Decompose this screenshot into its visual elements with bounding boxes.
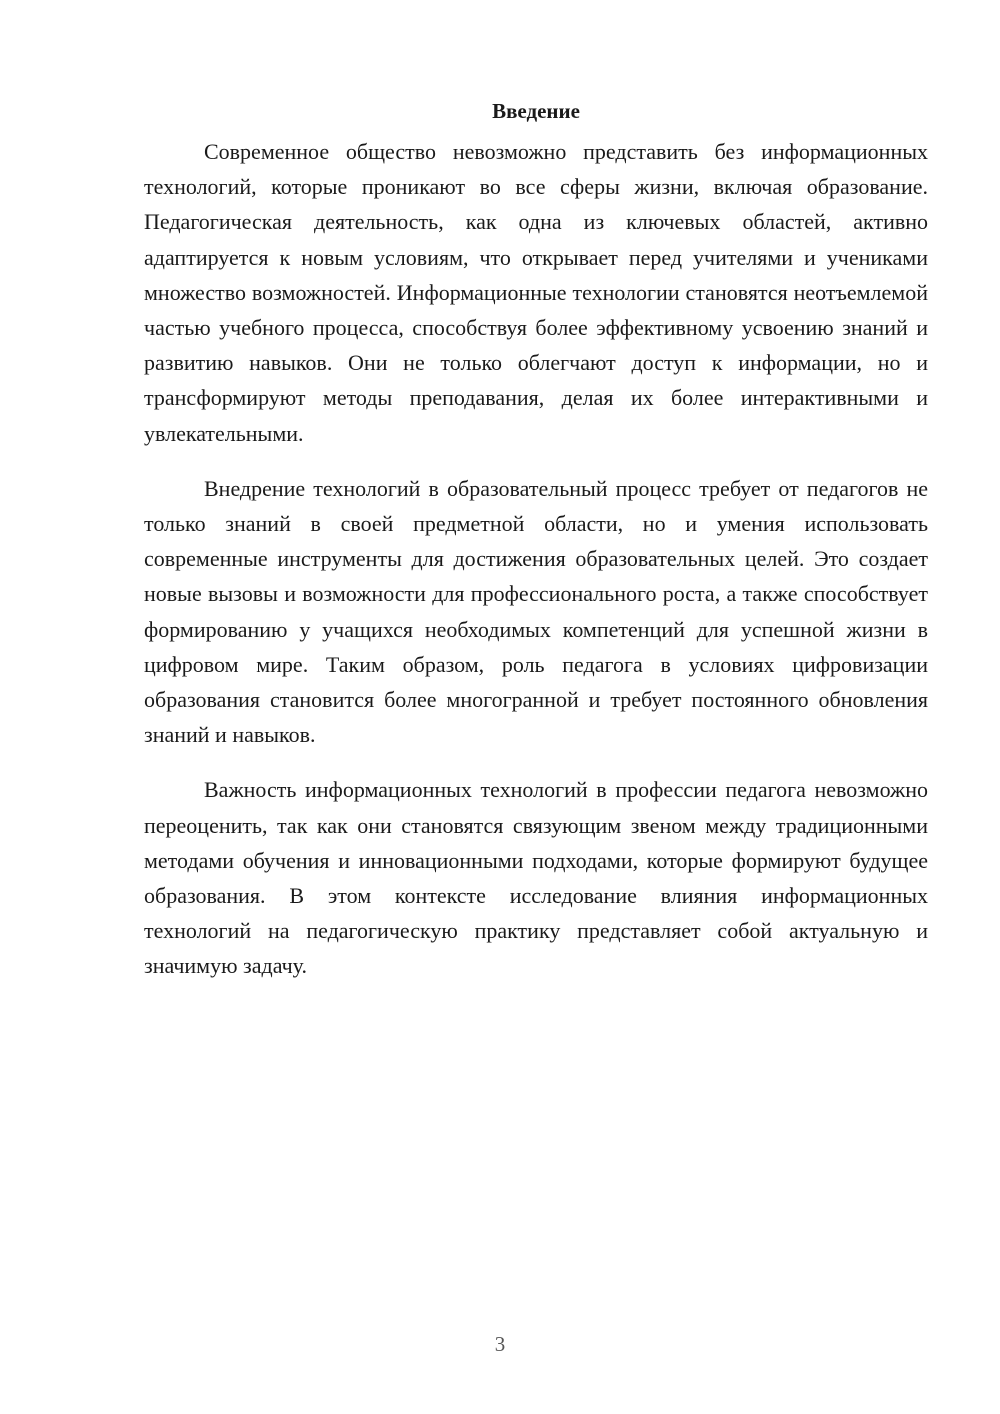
- paragraph-1: Современное общество невозможно представить без информационных технологий, которые проникают во все сферы жизни, включая образование. Педагогическая деятельность, как одна из ключевых областей, активно адаптируется к новым условиям, что открывает перед учителями и учениками множество возможностей. Информационные технологии становятся неотъемлемой частью учебного процесса, способствуя более эффективному усвоению знаний и развитию навыков. Они не только облегчают доступ к информации, но и трансформируют методы преподавания, делая их более интерактивными и увлекательными.: [144, 139, 928, 446]
- page-number: 3: [494, 1332, 506, 1356]
- paragraph-3: Важность информационных технологий в профессии педагога невозможно переоценить, так как они становятся связующим звеном между традиционными методами обучения и инновационными подходами, которые формируют будущее образования. В этом контексте исследование влияния информационных технологий на педагогическую практику представляет собой актуальную и значимую задачу.: [144, 777, 928, 979]
- page-content: [144, 94, 928, 1004]
- section-title: Введение: [492, 99, 580, 123]
- paragraph-2: Внедрение технологий в образовательный процесс требует от педагогов не только знаний в своей предметной области, но и умения использовать современные инструменты для достижения образовательных целей. Это создает новые вызовы и возможности для профессионального роста, а также способствует формированию у учащихся необходимых компетенций для успешной жизни в цифровом мире. Таким образом, роль педагога в условиях цифровизации образования становится более многогранной и требует постоянного обновления знаний и навыков.: [144, 475, 928, 748]
